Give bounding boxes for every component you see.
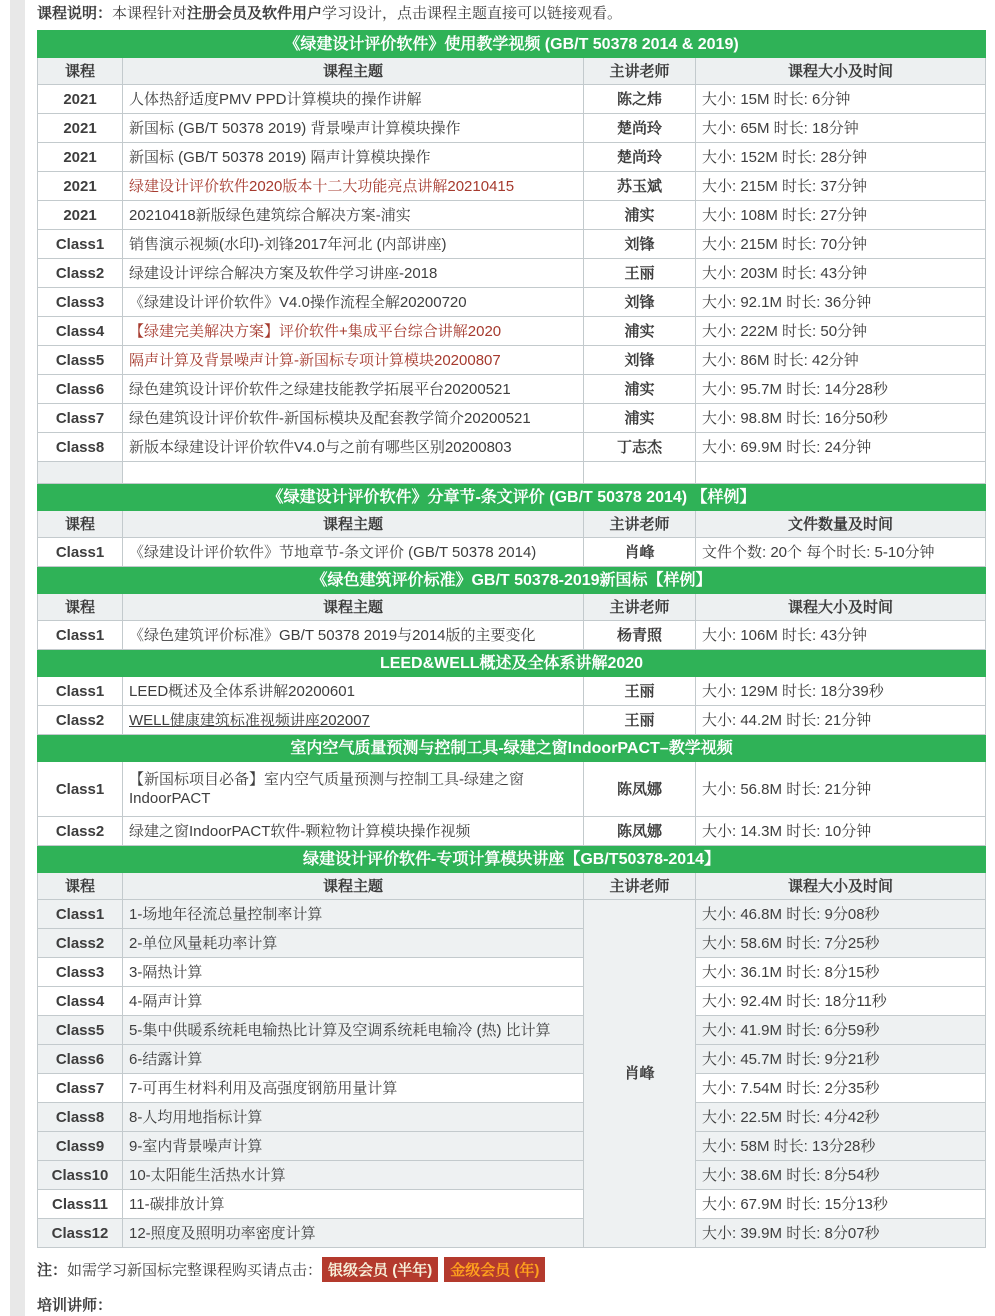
gold-membership-button[interactable]: 金级会员 (年)	[444, 1257, 545, 1282]
size-cell: 大小: 56.8M 时长: 21分钟	[696, 762, 986, 817]
course-description-post: 学习设计，点击课程主题直接可以链接观看。	[322, 5, 623, 22]
course-cell: Class3	[38, 288, 123, 317]
table-row	[38, 1190, 986, 1219]
teacher-cell: 丁志杰	[584, 433, 696, 462]
topic-link[interactable]: 新国标 (GB/T 50378 2019) 隔声计算模块操作	[123, 143, 584, 172]
size-cell: 大小: 92.4M 时长: 18分11秒	[696, 987, 986, 1016]
size-cell: 大小: 215M 时长: 70分钟	[696, 230, 986, 259]
table-row	[38, 1161, 986, 1190]
empty-cell	[38, 462, 123, 484]
course-cell: Class2	[38, 259, 123, 288]
table-row	[38, 404, 986, 433]
size-cell: 大小: 39.9M 时长: 8分07秒	[696, 1219, 986, 1248]
course-cell: Class1	[38, 900, 123, 929]
table-row	[38, 538, 986, 567]
topic-link[interactable]: 6-结露计算	[123, 1045, 584, 1074]
size-cell: 大小: 46.8M 时长: 9分08秒	[696, 900, 986, 929]
col-header-teacher: 主讲老师	[584, 511, 696, 538]
course-cell: Class11	[38, 1190, 123, 1219]
table-row	[38, 817, 986, 846]
course-cell: Class3	[38, 958, 123, 987]
teacher-cell: 陈凤娜	[584, 762, 696, 817]
size-cell: 大小: 58M 时长: 13分28秒	[696, 1132, 986, 1161]
topic-link[interactable]: 销售演示视频(水印)-刘锋2017年河北 (内部讲座)	[123, 230, 584, 259]
table-row	[38, 762, 986, 817]
empty-cell	[123, 462, 584, 484]
purchase-note-label: 注：	[37, 1262, 68, 1279]
topic-link[interactable]: 1-场地年径流总量控制率计算	[123, 900, 584, 929]
course-cell: Class1	[38, 762, 123, 817]
teacher-cell-merged: 肖峰	[584, 900, 696, 1248]
teacher-cell: 楚尚玲	[584, 143, 696, 172]
col-header-topic: 课程主题	[123, 511, 584, 538]
topic-link[interactable]: 10-太阳能生活热水计算	[123, 1161, 584, 1190]
course-cell: Class8	[38, 433, 123, 462]
table-row	[38, 1016, 986, 1045]
purchase-note	[37, 1257, 985, 1282]
trainer-heading: 培训讲师：	[37, 1297, 113, 1314]
section3-header-row	[38, 567, 986, 594]
section6-column-header-row	[38, 873, 986, 900]
course-cell: Class12	[38, 1219, 123, 1248]
table-row	[38, 621, 986, 650]
topic-link[interactable]: 新版本绿建设计评价软件V4.0与之前有哪些区别20200803	[123, 433, 584, 462]
teacher-cell: 王丽	[584, 677, 696, 706]
course-table	[37, 30, 986, 1248]
silver-membership-button[interactable]: 银级会员 (半年)	[322, 1257, 438, 1282]
size-cell: 大小: 86M 时长: 42分钟	[696, 346, 986, 375]
teacher-cell: 楚尚玲	[584, 114, 696, 143]
topic-link[interactable]: 绿建设计评综合解决方案及软件学习讲座-2018	[123, 259, 584, 288]
empty-cell	[696, 462, 986, 484]
teacher-cell: 浦实	[584, 317, 696, 346]
course-cell: Class7	[38, 1074, 123, 1103]
size-cell: 大小: 58.6M 时长: 7分25秒	[696, 929, 986, 958]
table-row	[38, 1074, 986, 1103]
teacher-cell: 陈之炜	[584, 85, 696, 114]
section3-title: 《绿色建筑评价标准》GB/T 50378-2019新国标【样例】	[38, 567, 986, 594]
course-cell: 2021	[38, 143, 123, 172]
section2-column-header-row	[38, 511, 986, 538]
course-description-pre: 本课程针对	[112, 5, 188, 22]
teacher-cell: 刘锋	[584, 230, 696, 259]
size-cell: 大小: 69.9M 时长: 24分钟	[696, 433, 986, 462]
col-header-files: 文件数量及时间	[696, 511, 986, 538]
course-cell: Class2	[38, 929, 123, 958]
section6-header-row	[38, 846, 986, 873]
teacher-cell: 王丽	[584, 706, 696, 735]
col-header-topic: 课程主题	[123, 58, 584, 85]
col-header-course: 课程	[38, 594, 123, 621]
topic-link[interactable]: 《绿色建筑评价标准》GB/T 50378 2019与2014版的主要变化	[123, 621, 584, 650]
table-row	[38, 259, 986, 288]
table-row	[38, 201, 986, 230]
teacher-cell: 浦实	[584, 201, 696, 230]
table-row	[38, 375, 986, 404]
topic-link[interactable]: 新国标 (GB/T 50378 2019) 背景噪声计算模块操作	[123, 114, 584, 143]
course-description	[37, 4, 985, 23]
table-row	[38, 114, 986, 143]
topic-link[interactable]: 9-室内背景噪声计算	[123, 1132, 584, 1161]
topic-link[interactable]: 《绿建设计评价软件》V4.0操作流程全解20200720	[123, 288, 584, 317]
table-row	[38, 172, 986, 201]
teacher-cell: 王丽	[584, 259, 696, 288]
course-cell: Class7	[38, 404, 123, 433]
course-cell: Class5	[38, 346, 123, 375]
topic-link[interactable]: 4-隔声计算	[123, 987, 584, 1016]
course-cell: Class2	[38, 817, 123, 846]
col-header-teacher: 主讲老师	[584, 58, 696, 85]
teacher-cell: 刘锋	[584, 288, 696, 317]
table-row	[38, 900, 986, 929]
table-row	[38, 1103, 986, 1132]
table-row	[38, 230, 986, 259]
course-cell: 2021	[38, 201, 123, 230]
empty-row	[38, 462, 986, 484]
size-cell: 大小: 98.8M 时长: 16分50秒	[696, 404, 986, 433]
topic-link[interactable]: 3-隔热计算	[123, 958, 584, 987]
table-row	[38, 706, 986, 735]
size-cell: 大小: 65M 时长: 18分钟	[696, 114, 986, 143]
course-cell: Class6	[38, 1045, 123, 1074]
topic-link[interactable]: 隔声计算及背景噪声计算-新国标专项计算模块20200807	[123, 346, 584, 375]
size-cell: 大小: 106M 时长: 43分钟	[696, 621, 986, 650]
topic-link[interactable]: 8-人均用地指标计算	[123, 1103, 584, 1132]
course-cell: Class5	[38, 1016, 123, 1045]
course-cell: Class8	[38, 1103, 123, 1132]
table-row	[38, 987, 986, 1016]
col-header-teacher: 主讲老师	[584, 873, 696, 900]
course-cell: Class9	[38, 1132, 123, 1161]
course-cell: 2021	[38, 85, 123, 114]
topic-link[interactable]: 绿色建筑设计评价软件-新国标模块及配套教学简介20200521	[123, 404, 584, 433]
size-cell: 大小: 36.1M 时长: 8分15秒	[696, 958, 986, 987]
topic-link[interactable]: 【新国标项目必备】室内空气质量预测与控制工具-绿建之窗IndoorPACT	[123, 762, 584, 817]
topic-link[interactable]: 20210418新版绿色建筑综合解决方案-浦实	[123, 201, 584, 230]
section6-title: 绿建设计评价软件-专项计算模块讲座【GB/T50378-2014】	[38, 846, 986, 873]
table-row	[38, 288, 986, 317]
teacher-cell: 浦实	[584, 404, 696, 433]
section5-header-row	[38, 735, 986, 762]
table-row	[38, 143, 986, 172]
table-row	[38, 85, 986, 114]
size-cell: 大小: 95.7M 时长: 14分28秒	[696, 375, 986, 404]
col-header-course: 课程	[38, 873, 123, 900]
col-header-size: 课程大小及时间	[696, 58, 986, 85]
size-cell: 大小: 92.1M 时长: 36分钟	[696, 288, 986, 317]
size-cell: 大小: 15M 时长: 6分钟	[696, 85, 986, 114]
course-cell: 2021	[38, 114, 123, 143]
col-header-teacher: 主讲老师	[584, 594, 696, 621]
topic-link[interactable]: LEED概述及全体系讲解20200601	[123, 677, 584, 706]
col-header-size: 课程大小及时间	[696, 594, 986, 621]
course-cell: Class4	[38, 987, 123, 1016]
topic-link[interactable]: 绿建之窗IndoorPACT软件-颗粒物计算模块操作视频	[123, 817, 584, 846]
col-header-course: 课程	[38, 58, 123, 85]
course-cell: Class6	[38, 375, 123, 404]
section3-column-header-row	[38, 594, 986, 621]
section4-header-row	[38, 650, 986, 677]
size-cell: 大小: 152M 时长: 28分钟	[696, 143, 986, 172]
section1-column-header-row	[38, 58, 986, 85]
table-row	[38, 1219, 986, 1248]
topic-link[interactable]: 7-可再生材料利用及高强度钢筋用量计算	[123, 1074, 584, 1103]
size-cell: 大小: 14.3M 时长: 10分钟	[696, 817, 986, 846]
col-header-topic: 课程主题	[123, 873, 584, 900]
teacher-cell: 苏玉斌	[584, 172, 696, 201]
purchase-note-text: 如需学习新国标完整课程购买请点击：	[67, 1262, 323, 1279]
topic-link[interactable]: 11-碳排放计算	[123, 1190, 584, 1219]
table-row	[38, 929, 986, 958]
section1-title: 《绿建设计评价软件》使用教学视频 (GB/T 50378 2014 & 2019)	[38, 31, 986, 58]
size-cell: 大小: 215M 时长: 37分钟	[696, 172, 986, 201]
content-area	[37, 0, 985, 1315]
teacher-cell: 陈凤娜	[584, 817, 696, 846]
table-row	[38, 1132, 986, 1161]
topic-link[interactable]: 绿建设计评价软件2020版本十二大功能亮点讲解20210415	[123, 172, 584, 201]
size-cell: 文件个数: 20个 每个时长: 5-10分钟	[696, 538, 986, 567]
topic-link[interactable]: 12-照度及照明功率密度计算	[123, 1219, 584, 1248]
course-cell: Class10	[38, 1161, 123, 1190]
size-cell: 大小: 41.9M 时长: 6分59秒	[696, 1016, 986, 1045]
topic-link[interactable]: 人体热舒适度PMV PPD计算模块的操作讲解	[123, 85, 584, 114]
table-row	[38, 1045, 986, 1074]
left-gutter	[10, 0, 25, 1316]
section5-title: 室内空气质量预测与控制工具-绿建之窗IndoorPACT–教学视频	[38, 735, 986, 762]
size-cell: 大小: 45.7M 时长: 9分21秒	[696, 1045, 986, 1074]
section4-title: LEED&WELL概述及全体系讲解2020	[38, 650, 986, 677]
course-cell: Class1	[38, 677, 123, 706]
size-cell: 大小: 67.9M 时长: 15分13秒	[696, 1190, 986, 1219]
table-row	[38, 317, 986, 346]
teacher-cell: 刘锋	[584, 346, 696, 375]
size-cell: 大小: 38.6M 时长: 8分54秒	[696, 1161, 986, 1190]
table-row	[38, 958, 986, 987]
course-cell: Class1	[38, 621, 123, 650]
section2-header-row	[38, 484, 986, 511]
course-cell: Class2	[38, 706, 123, 735]
teacher-cell: 肖峰	[584, 538, 696, 567]
teacher-cell: 杨青照	[584, 621, 696, 650]
size-cell: 大小: 203M 时长: 43分钟	[696, 259, 986, 288]
section2-title: 《绿建设计评价软件》分章节-条文评价 (GB/T 50378 2014) 【样例】	[38, 484, 986, 511]
course-description-bold: 注册会员及软件用户	[187, 5, 323, 22]
course-cell: Class4	[38, 317, 123, 346]
size-cell: 大小: 222M 时长: 50分钟	[696, 317, 986, 346]
topic-link[interactable]: 2-单位风量耗功率计算	[123, 929, 584, 958]
table-row	[38, 677, 986, 706]
empty-cell	[584, 462, 696, 484]
size-cell: 大小: 44.2M 时长: 21分钟	[696, 706, 986, 735]
topic-link[interactable]: 【绿建完美解决方案】评价软件+集成平台综合讲解2020	[123, 317, 584, 346]
col-header-topic: 课程主题	[123, 594, 584, 621]
topic-link[interactable]: 绿色建筑设计评价软件之绿建技能教学拓展平台20200521	[123, 375, 584, 404]
size-cell: 大小: 7.54M 时长: 2分35秒	[696, 1074, 986, 1103]
size-cell: 大小: 22.5M 时长: 4分42秒	[696, 1103, 986, 1132]
section1-header-row	[38, 31, 986, 58]
course-cell: Class1	[38, 230, 123, 259]
size-cell: 大小: 129M 时长: 18分39秒	[696, 677, 986, 706]
course-cell: 2021	[38, 172, 123, 201]
topic-link[interactable]: 5-集中供暖系统耗电输热比计算及空调系统耗电输冷 (热) 比计算	[123, 1016, 584, 1045]
topic-link[interactable]: 《绿建设计评价软件》节地章节-条文评价 (GB/T 50378 2014)	[123, 538, 584, 567]
table-row	[38, 433, 986, 462]
teacher-cell: 浦实	[584, 375, 696, 404]
course-description-label: 课程说明：	[37, 5, 113, 22]
topic-link[interactable]: WELL健康建筑标准视频讲座202007	[123, 706, 584, 735]
table-row	[38, 346, 986, 375]
course-cell: Class1	[38, 538, 123, 567]
col-header-course: 课程	[38, 511, 123, 538]
col-header-size: 课程大小及时间	[696, 873, 986, 900]
size-cell: 大小: 108M 时长: 27分钟	[696, 201, 986, 230]
